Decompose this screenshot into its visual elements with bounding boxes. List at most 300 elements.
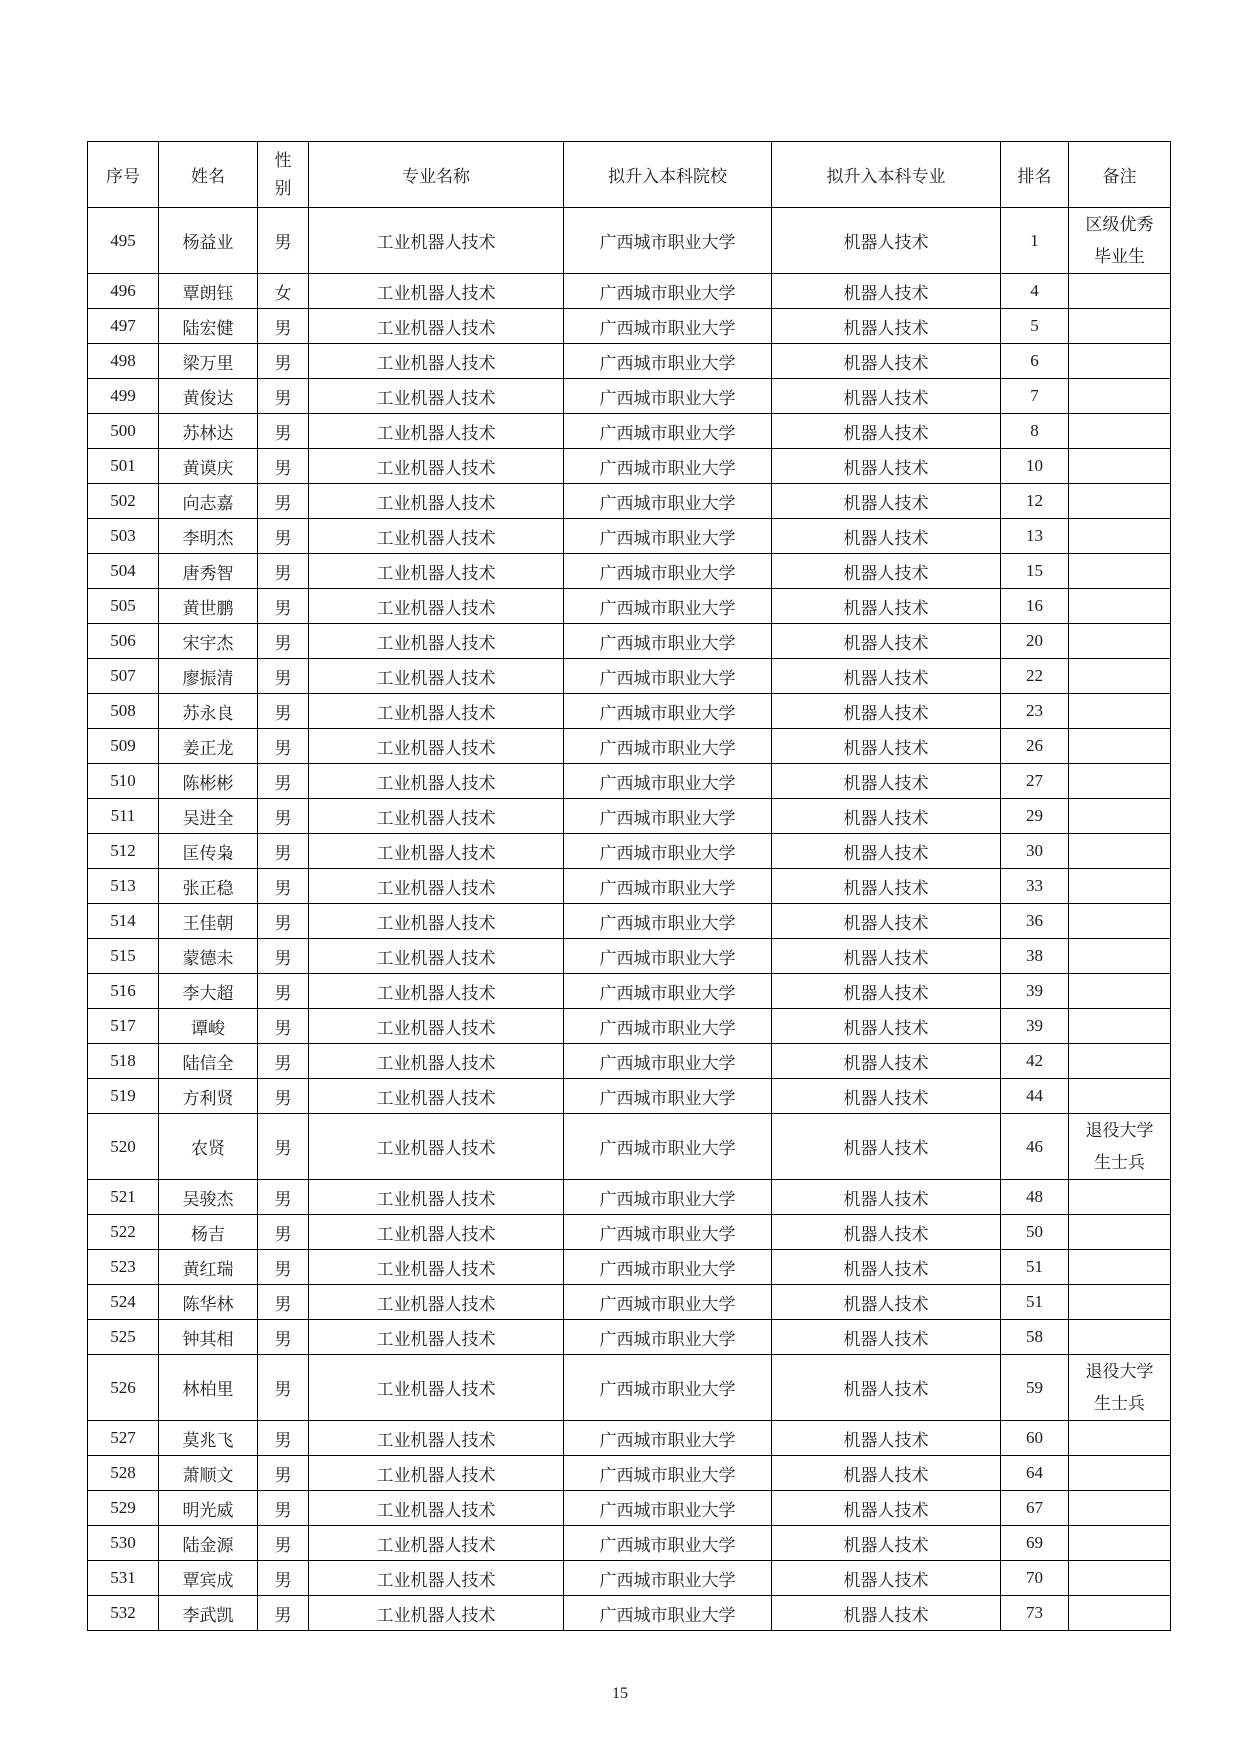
cell-gender: [258, 624, 309, 659]
cell-text-name: 廖振清: [182, 668, 234, 688]
cell-text-rank: 48: [1026, 1187, 1043, 1206]
cell-college: [564, 799, 772, 834]
cell-college: [564, 904, 772, 939]
cell-text-target-major: 机器人技术: [843, 843, 929, 863]
cell-remark: [1069, 904, 1171, 939]
cell-text-gender: 男: [274, 773, 292, 793]
cell-gender: [258, 589, 309, 624]
cell-text-name: 张正稳: [182, 878, 234, 898]
cell-college: [564, 589, 772, 624]
cell-rank: [1001, 1044, 1069, 1079]
cell-text-major: 工业机器人技术: [376, 1294, 496, 1314]
cell-text-name: 黄世鹏: [182, 598, 234, 618]
cell-gender: [258, 764, 309, 799]
cell-gender: [258, 659, 309, 694]
cell-text-remark: 退役大学生士兵: [1085, 1362, 1154, 1413]
cell-major: [309, 1215, 564, 1250]
table-row: [88, 449, 1171, 484]
cell-text-target-major: 机器人技术: [843, 913, 929, 933]
cell-text-gender: 男: [274, 738, 292, 758]
cell-text-major: 工业机器人技术: [376, 948, 496, 968]
cell-text-major: 工业机器人技术: [376, 738, 496, 758]
cell-text-rank: 46: [1026, 1136, 1043, 1156]
cell-text-target-major: 机器人技术: [843, 948, 929, 968]
cell-text-major: 工业机器人技术: [376, 703, 496, 723]
cell-target-major: [772, 624, 1001, 659]
cell-text-seq: 511: [110, 806, 136, 825]
cell-major: [309, 309, 564, 344]
cell-college: [564, 1180, 772, 1215]
cell-gender: [258, 729, 309, 764]
cell-text-major: 工业机器人技术: [376, 983, 496, 1003]
cell-rank: [1001, 974, 1069, 1009]
cell-text-target-major: 机器人技术: [843, 458, 929, 478]
cell-text-rank: 39: [1026, 1016, 1043, 1035]
header-remark-label: 备注: [1102, 167, 1137, 186]
cell-gender: [258, 449, 309, 484]
cell-text-target-major: 机器人技术: [843, 1535, 929, 1555]
cell-text-name: 莫兆飞: [182, 1430, 234, 1450]
cell-remark: [1069, 379, 1171, 414]
cell-college: [564, 519, 772, 554]
cell-target-major: [772, 414, 1001, 449]
cell-text-seq: 498: [110, 351, 136, 370]
cell-name: [159, 1561, 258, 1596]
cell-college: [564, 1114, 772, 1180]
cell-gender: [258, 1114, 309, 1180]
cell-rank: [1001, 1456, 1069, 1491]
cell-text-college: 广西城市职业大学: [599, 738, 736, 758]
cell-name: [159, 554, 258, 589]
cell-text-target-major: 机器人技术: [843, 1430, 929, 1450]
cell-rank: [1001, 414, 1069, 449]
cell-text-major: 工业机器人技术: [376, 1380, 496, 1399]
cell-name: [159, 1320, 258, 1355]
table-row: [88, 1355, 1171, 1421]
cell-major: [309, 344, 564, 379]
cell-text-target-major: 机器人技术: [843, 1605, 929, 1625]
cell-college: [564, 694, 772, 729]
table-row: [88, 799, 1171, 834]
cell-seq: [88, 1250, 159, 1285]
cell-target-major: [772, 1355, 1001, 1421]
cell-text-name: 覃宾成: [182, 1570, 234, 1590]
cell-gender: [258, 1044, 309, 1079]
cell-name: [159, 1079, 258, 1114]
cell-text-name: 方利贤: [182, 1088, 234, 1108]
cell-remark: [1069, 1456, 1171, 1491]
cell-gender: [258, 834, 309, 869]
cell-name: [159, 1250, 258, 1285]
cell-text-target-major: 机器人技术: [843, 1500, 929, 1520]
cell-text-gender: 男: [274, 1605, 292, 1625]
cell-text-rank: 22: [1026, 666, 1043, 685]
cell-text-rank: 13: [1026, 526, 1043, 545]
cell-rank: [1001, 1355, 1069, 1421]
cell-text-target-major: 机器人技术: [843, 563, 929, 583]
cell-remark: [1069, 1561, 1171, 1596]
table-row: [88, 274, 1171, 309]
cell-target-major: [772, 1180, 1001, 1215]
cell-name: [159, 1285, 258, 1320]
cell-text-name: 陆宏健: [182, 318, 234, 338]
cell-text-seq: 496: [110, 281, 136, 300]
cell-seq: [88, 624, 159, 659]
cell-text-seq: 525: [110, 1327, 136, 1346]
cell-rank: [1001, 379, 1069, 414]
header-remark: [1069, 142, 1171, 208]
header-gender-label: 性别: [274, 151, 292, 198]
cell-text-seq: 524: [110, 1292, 136, 1311]
cell-name: [159, 1456, 258, 1491]
cell-text-target-major: 机器人技术: [843, 423, 929, 443]
cell-text-seq: 515: [110, 946, 136, 965]
cell-text-target-major: 机器人技术: [843, 1294, 929, 1314]
cell-text-seq: 508: [110, 701, 136, 720]
header-major-label: 专业名称: [402, 167, 470, 186]
cell-remark: [1069, 1355, 1171, 1421]
cell-text-gender: 男: [274, 703, 292, 723]
cell-major: [309, 1355, 564, 1421]
cell-text-gender: 男: [274, 1500, 292, 1520]
cell-seq: [88, 1009, 159, 1044]
cell-target-major: [772, 974, 1001, 1009]
cell-college: [564, 208, 772, 274]
cell-text-rank: 51: [1026, 1292, 1043, 1311]
cell-rank: [1001, 274, 1069, 309]
cell-text-gender: 女: [274, 283, 292, 303]
cell-rank: [1001, 589, 1069, 624]
cell-text-rank: 38: [1026, 946, 1043, 965]
cell-text-name: 覃朗钰: [182, 283, 234, 303]
cell-text-name: 苏永良: [182, 703, 234, 723]
table-header: [88, 142, 1171, 208]
cell-rank: [1001, 1079, 1069, 1114]
cell-name: [159, 869, 258, 904]
cell-college: [564, 659, 772, 694]
cell-text-rank: 60: [1026, 1428, 1043, 1447]
cell-major: [309, 1044, 564, 1079]
cell-major: [309, 1526, 564, 1561]
cell-text-target-major: 机器人技术: [843, 1380, 929, 1399]
cell-target-major: [772, 519, 1001, 554]
cell-text-college: 广西城市职业大学: [599, 233, 736, 252]
cell-text-college: 广西城市职业大学: [599, 1465, 736, 1485]
cell-target-major: [772, 799, 1001, 834]
cell-college: [564, 379, 772, 414]
cell-text-gender: 男: [274, 1570, 292, 1590]
cell-major: [309, 449, 564, 484]
cell-seq: [88, 694, 159, 729]
cell-rank: [1001, 484, 1069, 519]
cell-text-college: 广西城市职业大学: [599, 1018, 736, 1038]
cell-major: [309, 484, 564, 519]
cell-gender: [258, 1421, 309, 1456]
cell-remark: [1069, 1215, 1171, 1250]
table-row: [88, 1421, 1171, 1456]
cell-remark: [1069, 729, 1171, 764]
cell-text-gender: 男: [274, 318, 292, 338]
cell-college: [564, 764, 772, 799]
cell-name: [159, 1215, 258, 1250]
cell-text-name: 唐秀智: [182, 563, 234, 583]
table-row: [88, 764, 1171, 799]
cell-text-seq: 521: [110, 1187, 136, 1206]
cell-college: [564, 1250, 772, 1285]
cell-rank: [1001, 344, 1069, 379]
cell-text-major: 工业机器人技术: [376, 668, 496, 688]
cell-text-target-major: 机器人技术: [843, 1018, 929, 1038]
cell-major: [309, 729, 564, 764]
cell-seq: [88, 1355, 159, 1421]
cell-gender: [258, 379, 309, 414]
cell-seq: [88, 309, 159, 344]
cell-remark: [1069, 1285, 1171, 1320]
cell-target-major: [772, 1285, 1001, 1320]
cell-text-rank: 64: [1026, 1463, 1043, 1482]
cell-remark: [1069, 1079, 1171, 1114]
cell-gender: [258, 344, 309, 379]
cell-text-major: 工业机器人技术: [376, 353, 496, 373]
cell-text-college: 广西城市职业大学: [599, 528, 736, 548]
cell-name: [159, 309, 258, 344]
table-row: [88, 519, 1171, 554]
cell-rank: [1001, 764, 1069, 799]
table-row: [88, 1215, 1171, 1250]
cell-major: [309, 1114, 564, 1180]
cell-text-college: 广西城市职业大学: [599, 983, 736, 1003]
cell-text-college: 广西城市职业大学: [599, 843, 736, 863]
cell-name: [159, 1044, 258, 1079]
header-target-major: [772, 142, 1001, 208]
cell-remark: [1069, 1114, 1171, 1180]
cell-remark: [1069, 208, 1171, 274]
cell-target-major: [772, 939, 1001, 974]
cell-text-college: 广西城市职业大学: [599, 913, 736, 933]
cell-seq: [88, 1491, 159, 1526]
header-rank-label: 排名: [1017, 167, 1052, 186]
cell-text-target-major: 机器人技术: [843, 1329, 929, 1349]
cell-gender: [258, 309, 309, 344]
cell-text-major: 工业机器人技术: [376, 633, 496, 653]
cell-target-major: [772, 904, 1001, 939]
cell-seq: [88, 1596, 159, 1631]
cell-text-major: 工业机器人技术: [376, 1570, 496, 1590]
cell-name: [159, 1421, 258, 1456]
cell-text-name: 农贤: [191, 1139, 225, 1158]
cell-major: [309, 694, 564, 729]
cell-text-name: 明光威: [182, 1500, 234, 1520]
cell-text-seq: 527: [110, 1428, 136, 1447]
cell-major: [309, 1561, 564, 1596]
cell-text-college: 广西城市职业大学: [599, 633, 736, 653]
cell-gender: [258, 1491, 309, 1526]
cell-text-rank: 51: [1026, 1257, 1043, 1276]
cell-text-college: 广西城市职业大学: [599, 283, 736, 303]
cell-major: [309, 414, 564, 449]
table-row: [88, 1456, 1171, 1491]
cell-college: [564, 834, 772, 869]
cell-remark: [1069, 344, 1171, 379]
cell-text-college: 广西城市职业大学: [599, 493, 736, 513]
cell-text-rank: 23: [1026, 701, 1043, 720]
cell-remark: [1069, 1526, 1171, 1561]
cell-remark: [1069, 659, 1171, 694]
cell-text-college: 广西城市职业大学: [599, 1570, 736, 1590]
cell-gender: [258, 1250, 309, 1285]
table-row: [88, 659, 1171, 694]
cell-name: [159, 449, 258, 484]
cell-text-gender: 男: [274, 1380, 292, 1399]
cell-major: [309, 764, 564, 799]
header-seq: [88, 142, 159, 208]
cell-college: [564, 1456, 772, 1491]
cell-rank: [1001, 1561, 1069, 1596]
cell-text-gender: 男: [274, 233, 292, 252]
cell-name: [159, 694, 258, 729]
cell-college: [564, 1320, 772, 1355]
cell-seq: [88, 834, 159, 869]
cell-rank: [1001, 519, 1069, 554]
table-row: [88, 484, 1171, 519]
cell-text-seq: 528: [110, 1463, 136, 1482]
cell-target-major: [772, 1491, 1001, 1526]
cell-text-target-major: 机器人技术: [843, 1053, 929, 1073]
cell-rank: [1001, 1491, 1069, 1526]
cell-college: [564, 1526, 772, 1561]
cell-name: [159, 799, 258, 834]
cell-text-target-major: 机器人技术: [843, 1139, 929, 1158]
cell-text-major: 工业机器人技术: [376, 1465, 496, 1485]
cell-text-college: 广西城市职业大学: [599, 458, 736, 478]
cell-text-gender: 男: [274, 633, 292, 653]
cell-text-major: 工业机器人技术: [376, 528, 496, 548]
cell-rank: [1001, 1250, 1069, 1285]
cell-target-major: [772, 449, 1001, 484]
cell-text-college: 广西城市职业大学: [599, 318, 736, 338]
cell-rank: [1001, 208, 1069, 274]
cell-remark: [1069, 1250, 1171, 1285]
cell-text-seq: 531: [110, 1568, 136, 1587]
cell-name: [159, 1180, 258, 1215]
table-row: [88, 624, 1171, 659]
cell-text-seq: 520: [110, 1136, 136, 1156]
cell-text-seq: 501: [110, 456, 136, 475]
table-row: [88, 869, 1171, 904]
cell-text-college: 广西城市职业大学: [599, 598, 736, 618]
cell-gender: [258, 1596, 309, 1631]
cell-seq: [88, 1320, 159, 1355]
cell-text-major: 工业机器人技术: [376, 1139, 496, 1158]
cell-text-rank: 39: [1026, 981, 1043, 1000]
cell-target-major: [772, 554, 1001, 589]
cell-text-major: 工业机器人技术: [376, 773, 496, 793]
cell-text-seq: 503: [110, 526, 136, 545]
cell-name: [159, 974, 258, 1009]
cell-seq: [88, 1285, 159, 1320]
cell-text-college: 广西城市职业大学: [599, 1329, 736, 1349]
cell-text-target-major: 机器人技术: [843, 283, 929, 303]
cell-target-major: [772, 1561, 1001, 1596]
cell-name: [159, 1491, 258, 1526]
cell-remark: [1069, 414, 1171, 449]
cell-rank: [1001, 729, 1069, 764]
cell-text-gender: 男: [274, 983, 292, 1003]
cell-text-name: 李武凯: [182, 1605, 234, 1625]
table-row: [88, 1114, 1171, 1180]
cell-text-name: 向志嘉: [182, 493, 234, 513]
cell-target-major: [772, 274, 1001, 309]
table-row: [88, 1526, 1171, 1561]
cell-seq: [88, 1180, 159, 1215]
header-rank: [1001, 142, 1069, 208]
cell-gender: [258, 1009, 309, 1044]
cell-target-major: [772, 869, 1001, 904]
cell-gender: [258, 1320, 309, 1355]
cell-rank: [1001, 1285, 1069, 1320]
cell-rank: [1001, 1596, 1069, 1631]
cell-text-rank: 5: [1030, 316, 1039, 335]
cell-text-college: 广西城市职业大学: [599, 1139, 736, 1158]
cell-remark: [1069, 1009, 1171, 1044]
cell-target-major: [772, 1456, 1001, 1491]
cell-college: [564, 1596, 772, 1631]
table-body: [88, 208, 1171, 1631]
cell-seq: [88, 1456, 159, 1491]
cell-text-rank: 58: [1026, 1327, 1043, 1346]
cell-college: [564, 939, 772, 974]
cell-text-seq: 504: [110, 561, 136, 580]
cell-name: [159, 1596, 258, 1631]
cell-seq: [88, 344, 159, 379]
cell-target-major: [772, 344, 1001, 379]
table-row: [88, 1320, 1171, 1355]
cell-name: [159, 1355, 258, 1421]
cell-text-major: 工业机器人技术: [376, 1605, 496, 1625]
cell-text-rank: 16: [1026, 596, 1043, 615]
cell-text-major: 工业机器人技术: [376, 1189, 496, 1209]
cell-text-target-major: 机器人技术: [843, 528, 929, 548]
cell-text-college: 广西城市职业大学: [599, 808, 736, 828]
cell-text-major: 工业机器人技术: [376, 1088, 496, 1108]
cell-text-rank: 73: [1026, 1603, 1043, 1622]
cell-remark: [1069, 869, 1171, 904]
cell-text-college: 广西城市职业大学: [599, 1259, 736, 1279]
cell-gender: [258, 799, 309, 834]
cell-text-target-major: 机器人技术: [843, 1224, 929, 1244]
cell-text-gender: 男: [274, 388, 292, 408]
cell-major: [309, 1180, 564, 1215]
cell-rank: [1001, 659, 1069, 694]
cell-major: [309, 1009, 564, 1044]
cell-text-major: 工业机器人技术: [376, 808, 496, 828]
table-row: [88, 834, 1171, 869]
header-major: [309, 142, 564, 208]
cell-name: [159, 764, 258, 799]
cell-text-seq: 516: [110, 981, 136, 1000]
cell-text-rank: 29: [1026, 806, 1043, 825]
cell-text-target-major: 机器人技术: [843, 878, 929, 898]
cell-seq: [88, 414, 159, 449]
cell-text-gender: 男: [274, 528, 292, 548]
cell-text-name: 李大超: [182, 983, 234, 1003]
table-row: [88, 208, 1171, 274]
cell-text-name: 宋宇杰: [182, 633, 234, 653]
cell-text-major: 工业机器人技术: [376, 1259, 496, 1279]
cell-text-gender: 男: [274, 458, 292, 478]
cell-gender: [258, 904, 309, 939]
cell-text-target-major: 机器人技术: [843, 668, 929, 688]
